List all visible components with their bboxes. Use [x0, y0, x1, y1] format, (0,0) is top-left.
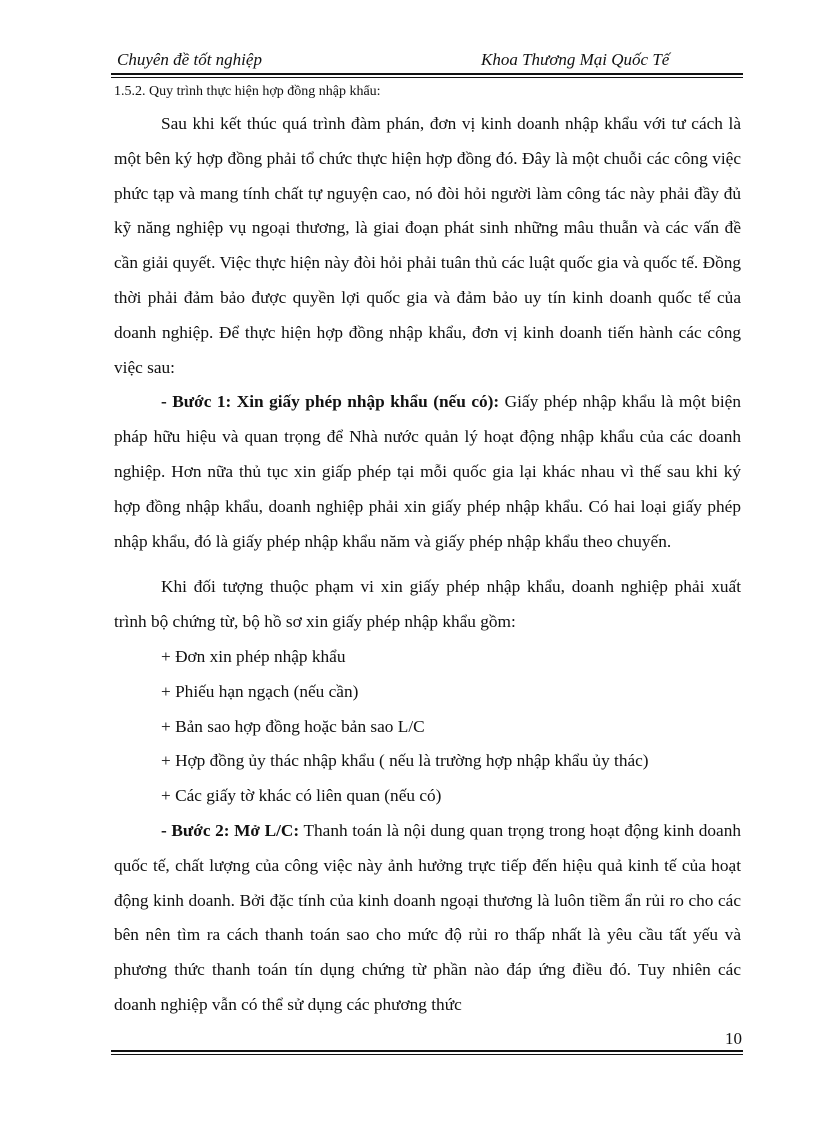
step1-label: - Bước 1: Xin giấy phép nhập khẩu (nếu có):: [161, 392, 500, 412]
header-rule-thin: [111, 77, 743, 78]
header-rule: [111, 73, 743, 75]
step1-text: Giấy phép nhập khẩu là một biện pháp hữu hiệu và quan trọng để Nhà nước quản lý hoạt động nhập khẩu của các doanh nghiệp. Hơn nữa thủ tục xin giấp phép tại mỗi quốc gia lại khác nhau vì thế sau khi ký hợp đồng nhập khẩu, doanh nghiệp phải xin giấy phép nhập khẩu. Có hai loại giấy phép nhập khẩu, đó là giấy phép nhập khẩu năm và giấy phép nhập khẩu theo chuyến.: [114, 392, 741, 551]
list-item: + Hợp đồng ủy thác nhập khẩu ( nếu là trường hợp nhập khẩu ủy thác): [161, 751, 649, 771]
dossier-intro-paragraph: Khi đối tượng thuộc phạm vi xin giấy phép nhập khẩu, doanh nghiệp phải xuất trình bộ chứng từ, bộ hồ sơ xin giấy phép nhập khẩu gồm:: [114, 577, 741, 632]
step1-paragraph: [114, 385, 741, 559]
step2-paragraph: [114, 814, 741, 1023]
step2-label: - Bước 2: Mở L/C:: [161, 820, 300, 840]
header-left-title: Chuyên đề tốt nghiệp: [117, 50, 262, 69]
page-header: [111, 50, 743, 72]
list-item: + Các giấy tờ khác có liên quan (nếu có): [161, 786, 442, 806]
footer-rule-thin: [111, 1054, 743, 1055]
body-text: [114, 107, 741, 1023]
footer-rule: [111, 1050, 743, 1052]
page-number: 10: [725, 1029, 742, 1048]
section-title: 1.5.2. Quy trình thực hiện hợp đồng nhập khẩu:: [114, 84, 381, 99]
step2-text: Thanh toán là nội dung quan trọng trong hoạt động kinh doanh quốc tế, chất lượng của công việc này ảnh hưởng trực tiếp đến hiệu quả kinh tế của hoạt động kinh doanh. Bởi đặc tính của kinh doanh ngoại thương là luôn tiềm ẩn rủi ro cho các bên nên tìm ra cách thanh toán sao cho mức độ rủi ro thấp nhất là yêu cầu tất yếu và phương thức thanh toán tín dụng chứng từ phần nào đáp ứng điều đó. Tuy nhiên các doanh nghiệp vẫn có thể sử dụng các phương thức: [114, 820, 741, 1014]
list-item: + Phiếu hạn ngạch (nếu cần): [161, 681, 359, 701]
list-item: + Đơn xin phép nhập khẩu: [161, 646, 346, 666]
list-item: + Bản sao hợp đồng hoặc bản sao L/C: [161, 716, 425, 736]
header-right-title: Khoa Thương Mại Quốc Tế: [481, 50, 670, 69]
intro-paragraph: Sau khi kết thúc quá trình đàm phán, đơn vị kinh doanh nhập khẩu với tư cách là một bên ký hợp đồng phải tổ chức thực hiện hợp đồng đó. Đây là một chuỗi các công việc phức tạp và mang tính chất tự nguyện cao, nó đòi hỏi người làm công tác này phải đầy đủ kỹ năng nghiệp vụ ngoại thương, là giai đoạn phát sinh những mâu thuẫn và các vấn đề cần giải quyết. Việc thực hiện này đòi hỏi phải tuân thủ các luật quốc gia và quốc tế. Đồng thời phải đảm bảo được quyền lợi quốc gia và đảm bảo uy tín kinh doanh quốc tế của doanh nghiệp. Để thực hiện hợp đồng nhập khẩu, đơn vị kinh doanh tiến hành các công việc sau:: [114, 114, 741, 377]
